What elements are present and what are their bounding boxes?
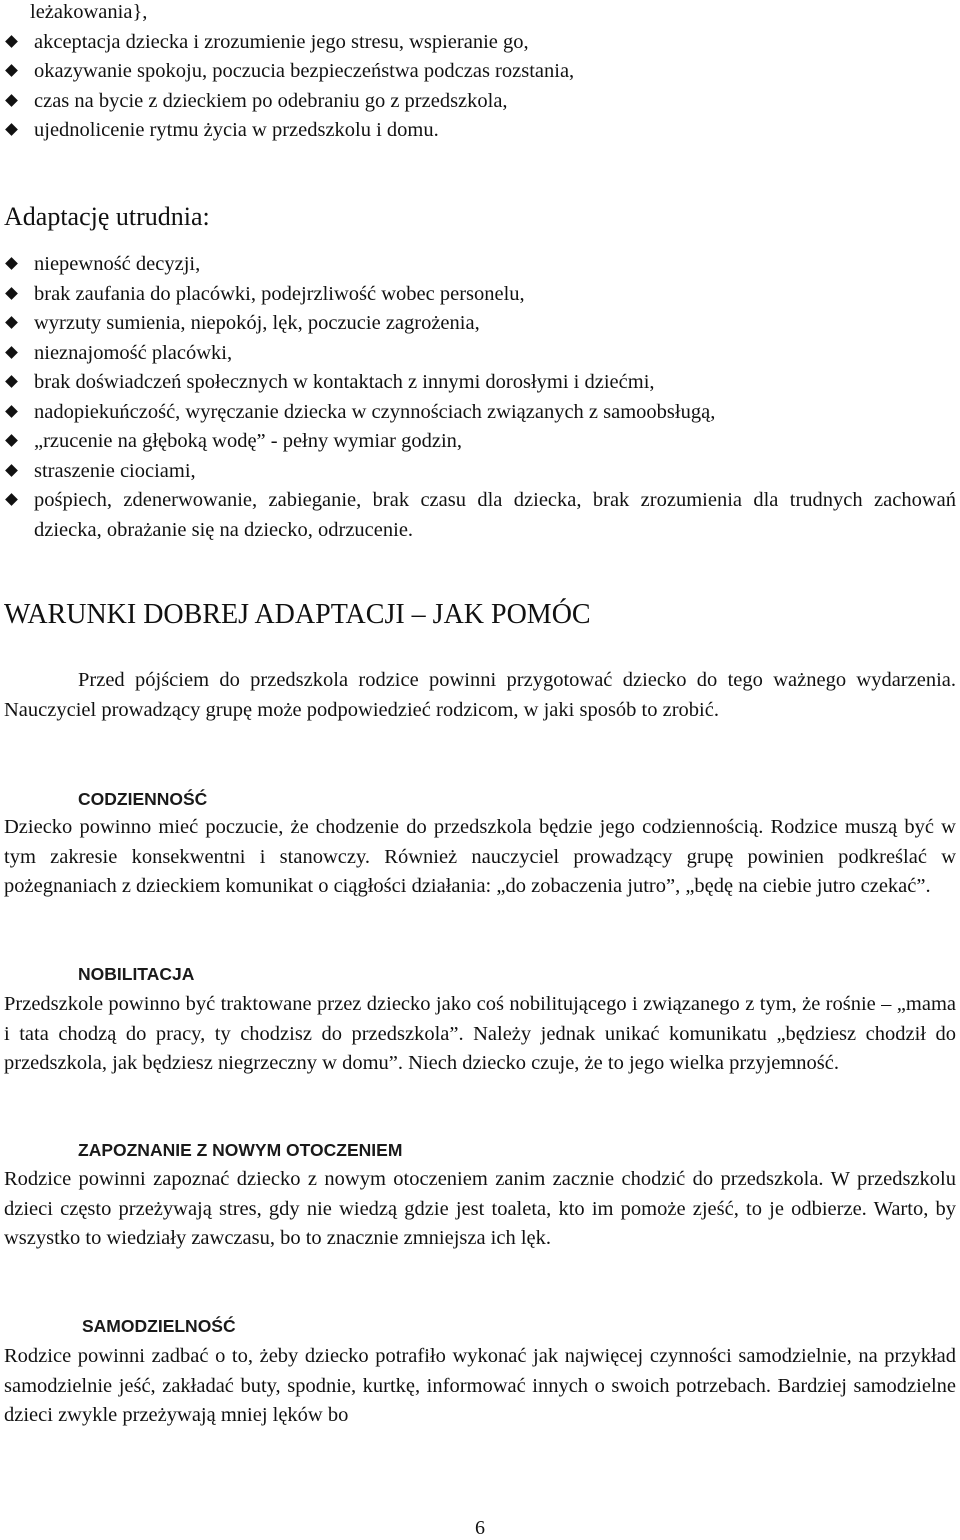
section-paragraph: Przedszkole powinno być traktowane przez dziecko jako coś nobilitującego i związanego z tym, że rośnie – „mama i tata chodzą do pracy, ty chodzisz do przedszkola”. Należy jednak unikać komunikatu „będziesz chodził do przedszkola, jak będziesz niegrzeczny w domu”. Niech dziecko czuje, że to jego wielka przyjemność. xyxy=(4,993,956,1074)
section-nobilitacja-text xyxy=(4,990,956,1079)
section-samodzielnosc xyxy=(4,1314,956,1338)
section-nobilitacja xyxy=(4,962,956,986)
section-zapoznanie xyxy=(4,1138,956,1162)
section-samodzielnosc-text xyxy=(4,1342,956,1431)
intro-paragraph: Przed pójściem do przedszkola rodzice powinni przygotować dziecko do tego ważnego wydarzenia. Nauczyciel prowadzący grupę może podpowiedzieć rodzicom, w jaki sposób to zrobić. xyxy=(4,669,956,721)
list-item: brak zaufania do placówki, podejrzliwość wobec personelu, xyxy=(4,280,956,310)
list-item: wyrzuty sumienia, niepokój, lęk, poczucie zagrożenia, xyxy=(4,309,956,339)
hinders-list-block xyxy=(4,250,956,545)
section-heading: Adaptację utrudnia: xyxy=(4,202,210,231)
list-item: nieznajomość placówki, xyxy=(4,339,956,369)
section-heading: SAMODZIELNOŚĆ xyxy=(82,1316,236,1336)
conditions-intro-block xyxy=(4,666,956,725)
hinders-section xyxy=(4,201,956,233)
top-list xyxy=(4,0,956,146)
section-codziennosc xyxy=(4,787,956,811)
list-item: „rzucenie na głęboką wodę” - pełny wymiar godzin, xyxy=(4,427,956,457)
section-heading: ZAPOZNANIE Z NOWYM OTOCZENIEM xyxy=(78,1140,403,1160)
conditions-heading-block xyxy=(4,598,956,632)
list-item: okazywanie spokoju, poczucia bezpieczeństwa podczas rozstania, xyxy=(4,57,956,87)
list-item: ujednolicenie rytmu życia w przedszkolu i domu. xyxy=(4,116,956,146)
list-item: akceptacja dziecka i zrozumienie jego stresu, wspieranie go, xyxy=(4,28,956,58)
section-paragraph: Rodzice powinni zadbać o to, żeby dziecko potrafiło wykonać jak najwięcej czynności samodzielnie, na przykład samodzielnie jeść, zakładać buty, spodnie, kurtkę, informować innych o swoich potrzebach. Bardziej samodzielne dzieci zwykle przeżywają mniej lęków bo xyxy=(4,1345,956,1426)
list-item: czas na bycie z dzieckiem po odebraniu go z przedszkola, xyxy=(4,87,956,117)
section-paragraph: Dziecko powinno mieć poczucie, że chodzenie do przedszkola będzie jego codziennością. Rodzice muszą być w tym zakresie konsekwentni i stanowczy. Również nauczyciel prowadzący grupę powinien podkreślać w pożegnaniach z dzieckiem komunikat o ciągłości działania: „do zobaczenia jutro”, „będę na ciebie jutro czekać”. xyxy=(4,816,956,897)
top-bullet-list xyxy=(4,28,956,146)
list-item: nadopiekuńczość, wyręczanie dziecka w czynnościach związanych z samoobsługą, xyxy=(4,398,956,428)
list-item: pośpiech, zdenerwowanie, zabieganie, brak czasu dla dziecka, brak zrozumienia dla trudnych zachowań dziecka, obrażanie się na dziecko, odrzucenie. xyxy=(4,486,956,545)
list-item: niepewność decyzji, xyxy=(4,250,956,280)
section-zapoznanie-text xyxy=(4,1165,956,1254)
main-heading: WARUNKI DOBREJ ADAPTACJI – JAK POMÓC xyxy=(4,599,591,630)
section-heading: NOBILITACJA xyxy=(78,964,195,984)
list-item: straszenie ciociami, xyxy=(4,457,956,487)
section-paragraph: Rodzice powinni zapoznać dziecko z nowym otoczeniem zanim zacznie chodzić do przedszkola. W przedszkolu dzieci często przeżywają stres, gdy nie wiedzą gdzie jest toaleta, kto im pomoże zjeść, to je odbierze. Warto, by wszystko to wiedziały zawczasu, bo to znacznie zmniejsza ich lęk. xyxy=(4,1168,956,1249)
hinders-bullet-list xyxy=(4,250,956,545)
page-number: 6 xyxy=(475,1517,485,1539)
section-codziennosc-text xyxy=(4,813,956,902)
list-continuation: leżakowania}, xyxy=(30,1,148,23)
section-heading: CODZIENNOŚĆ xyxy=(78,789,208,809)
list-item: brak doświadczeń społecznych w kontaktach z innymi dorosłymi i dziećmi, xyxy=(4,368,956,398)
